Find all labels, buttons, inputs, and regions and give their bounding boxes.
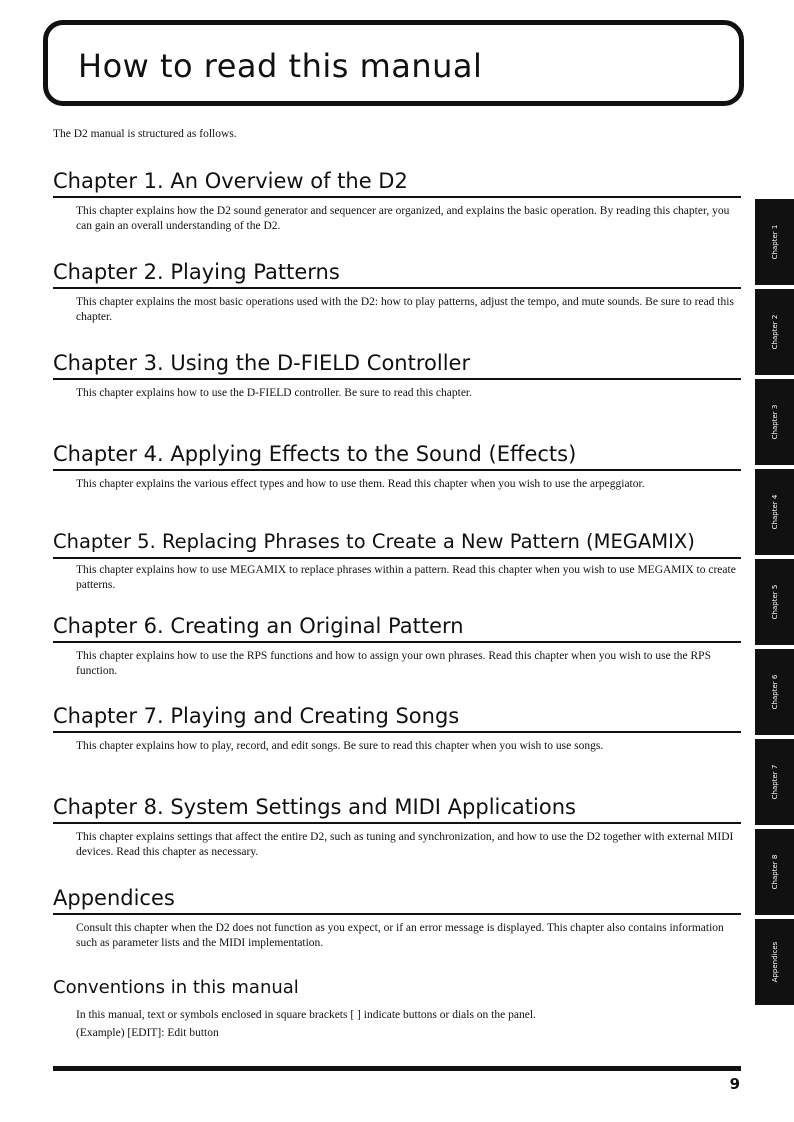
side-tab-label: Chapter 5 [770,584,779,620]
chapter-2-heading: Chapter 2. Playing Patterns [53,259,741,289]
chapter-1-heading: Chapter 1. An Overview of the D2 [53,168,741,198]
chapter-7-description: This chapter explains how to play, record, and edit songs. Be sure to read this chapter when you wish to use songs. [76,740,604,752]
side-tab-label: Chapter 1 [770,224,779,260]
chapter-3-section [53,350,741,401]
side-tabs [755,199,794,1009]
conventions-line-2: (Example) [EDIT]: Edit button [76,1027,219,1039]
chapter-6-description: This chapter explains how to use the RPS functions and how to assign your own phrases. Read this chapter when you wish to use the RPS function. [76,650,711,677]
chapter-7-section [53,703,741,754]
side-tab-label: Chapter 7 [770,764,779,800]
chapter-7-heading: Chapter 7. Playing and Creating Songs [53,703,741,733]
side-tab-chapter-6[interactable] [755,649,794,735]
bottom-rule [53,1066,741,1071]
chapter-5-description: This chapter explains how to use MEGAMIX to replace phrases within a pattern. Read this chapter when you wish to use MEGAMIX to create patterns. [76,564,736,591]
side-tab-chapter-7[interactable] [755,739,794,825]
conventions-section [53,976,741,1042]
chapter-5-heading: Chapter 5. Replacing Phrases to Create a New Pattern (MEGAMIX) [53,529,741,559]
conventions-line-1: In this manual, text or symbols enclosed in square brackets [ ] indicate buttons or dials on the panel. [76,1009,536,1021]
side-tab-chapter-5[interactable] [755,559,794,645]
side-tab-chapter-8[interactable] [755,829,794,915]
chapter-6-section [53,613,741,678]
side-tab-label: Appendices [770,941,779,983]
appendices-section [53,885,741,950]
side-tab-label: Chapter 2 [770,314,779,350]
side-tab-label: Chapter 8 [770,854,779,890]
appendices-heading: Appendices [53,885,741,915]
appendices-description: Consult this chapter when the D2 does not function as you expect, or if an error message is displayed. This chapter also contains information such as parameter lists and the MIDI implementation. [76,922,724,949]
side-tab-chapter-4[interactable] [755,469,794,555]
side-tab-label: Chapter 4 [770,494,779,530]
side-tab-chapter-2[interactable] [755,289,794,375]
chapter-8-heading: Chapter 8. System Settings and MIDI Applications [53,794,741,824]
side-tab-chapter-3[interactable] [755,379,794,465]
chapter-4-description: This chapter explains the various effect types and how to use them. Read this chapter when you wish to use the arpeggiator. [76,478,645,490]
chapter-1-section [53,168,741,233]
side-tab-chapter-1[interactable] [755,199,794,285]
side-tab-appendices[interactable] [755,919,794,1005]
title-box [43,20,744,106]
chapter-2-section [53,259,741,324]
chapter-5-section [53,529,741,592]
side-tab-label: Chapter 3 [770,404,779,440]
chapter-3-heading: Chapter 3. Using the D-FIELD Controller [53,350,741,380]
side-tab-label: Chapter 6 [770,674,779,710]
chapter-8-description: This chapter explains settings that affect the entire D2, such as tuning and synchronization, and how to use the D2 together with external MIDI devices. Read this chapter as necessary. [76,831,734,858]
chapter-4-section [53,441,741,492]
chapter-4-heading: Chapter 4. Applying Effects to the Sound (Effects) [53,441,741,471]
page-title: How to read this manual [78,47,483,85]
intro-text: The D2 manual is structured as follows. [53,128,237,140]
chapter-6-heading: Chapter 6. Creating an Original Pattern [53,613,741,643]
chapter-8-section [53,794,741,859]
conventions-heading: Conventions in this manual [53,977,299,998]
chapter-3-description: This chapter explains how to use the D-FIELD controller. Be sure to read this chapter. [76,387,473,399]
page-number: 9 [729,1075,740,1093]
conventions-text [76,1006,741,1042]
chapter-1-description: This chapter explains how the D2 sound generator and sequencer are organized, and explains the basic operation. By reading this chapter, you can gain an overall understanding of the D2. [76,205,730,232]
chapter-2-description: This chapter explains the most basic operations used with the D2: how to play patterns, adjust the tempo, and mute sounds. Be sure to read this chapter. [76,296,734,323]
